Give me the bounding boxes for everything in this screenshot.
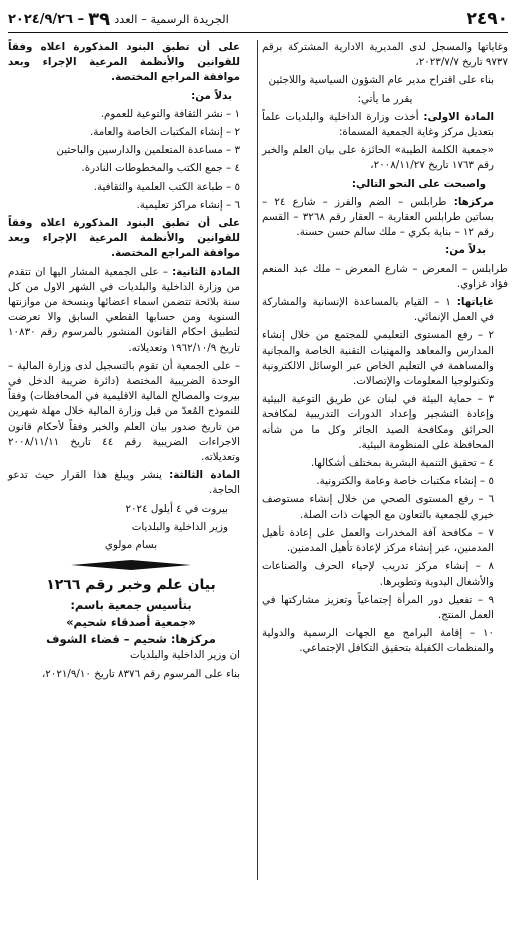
paragraph: على أن تطبق البنود المذكورة اعلاه وفقاً للقوانين والأنظمة المرعية الإجراء وبعد موافقة المراجع المختصة. (8, 41, 240, 84)
text: ١ – القيام بالمساعدة الإنسانية والمشاركة في العمل الإنمائي. (262, 296, 494, 324)
goals (262, 295, 508, 325)
list-item: ٣ – حماية البيئة في لبنان عن طريق التوعية البيئية وإعادة التشجير وإعداد الدورات التدريبية لمكافحة الحرائق ومكافحة الصيد الجائر وكل ما من شأنه المحافظة على المنظومة البيئية. (262, 393, 494, 451)
article-text: ينشر ويبلغ هذا القرار حيث تدعو الحاجة. (8, 469, 240, 497)
list-item: ٤ – تحقيق التنمية البشرية بمختلف أشكالها. (310, 457, 494, 470)
notice-line: مركزها: شحيم – قضاء الشوف (46, 632, 216, 647)
subheading: واصبحت على النحو التالي: (351, 177, 486, 190)
article-two (8, 265, 254, 356)
article-label: المادة الثالثة: (169, 469, 240, 482)
journal-name: الجريدة الرسمية – العدد (114, 12, 229, 26)
article-one (262, 110, 508, 140)
list-item: ٥ – إنشاء مكتبات خاصة وعامة والكترونية. (316, 475, 494, 488)
list-item: ١٠ – إقامة البرامج مع الجهات الرسمية والدولية والمنظمات الكفيلة بتحقيق التكافل الإجتماعي. (262, 627, 494, 655)
paragraph: بناء على المرسوم رقم ٨٣٧٦ تاريخ ٢٠٢١/٩/١٠، (41, 667, 240, 680)
subheading: بدلاً من: (191, 89, 232, 102)
article-text: أخذت وزارة الداخلية والبلديات علماً بتعديل مركز وغاية الجمعية المسماة: (262, 110, 494, 139)
column-left (8, 40, 254, 685)
label: مركزها: (453, 195, 495, 208)
issue-number: ٣٩ (88, 8, 111, 30)
paragraph: – على الجمعية أن تقوم بالتسجيل لدى وزارة المالية – الوحدة الضريبية المختصة (دائرة ضريبة الدخل في بيروت والمصالح المالية الاقليمية في المحافظات) وفقاً للنموذج المُعدّ من قبل وزارة المالية خلال مهلة شهرين من تاريخ صدور بيان العلم والخبر وفقاً لأحكام قانون الاجراءات الضريبية رقم ٤٤ تاريخ ٢٠٠٨/١١/١١ وتعديلاته. (8, 359, 240, 464)
list-item: ٦ – رفع المستوى الصحي من خلال إنشاء مستوصف خيري للجمعية بالتعاون مع الجهات ذات الصلة. (262, 493, 494, 521)
paragraph: على أن تطبق البنود المذكورة اعلاه وفقاً للقوانين والأنظمة المرعية الإجراء وبعد موافقة المراجع المختصة. (8, 217, 240, 260)
headquarters (262, 195, 508, 241)
page-header (8, 6, 508, 33)
list-item: ٧ – مكافحة آفة المخدرات والعمل على إعادة تأهيل المدمنين، عبر إنشاء مركز لإعادة تأهيل المدمنين. (262, 526, 494, 555)
article-label: المادة الثانية: (172, 265, 240, 278)
paragraph: طرابلس – المعرض – شارع المعرض – ملك عبد المنعم فؤاد غزاوي. (262, 262, 508, 290)
paragraph: بناء على اقتراح مدير عام الشؤون السياسية واللاجئين (268, 74, 494, 87)
list-item: ٤ – جمع الكتب والمخطوطات النادرة. (81, 162, 240, 175)
paragraph: يقرر ما يأتي: (357, 92, 413, 105)
association-name: «جمعية الكلمة الطيبة» الحائزة على بيان العلم والخبر رقم ١٧٦٣ تاريخ ٢٠٠٨/١١/٢٧، (262, 144, 494, 172)
signature-name: بسام مولوي (104, 539, 158, 552)
signature-place-date: بيروت في ٤ أيلول ٢٠٢٤ (125, 502, 228, 515)
notice-line: «جمعية أصدقاء شحيم» (66, 615, 196, 630)
label: غاياتها: (456, 296, 494, 309)
column-divider (257, 40, 258, 880)
journal-info (8, 9, 229, 30)
subheading: بدلاً من: (445, 244, 486, 257)
list-item: ٨ – إنشاء مركز تدريب لإحياء الحرف والصناعات والأشغال اليدوية وتطويرها. (262, 560, 494, 588)
list-item: ٥ – طباعة الكتب العلمية والثقافية. (93, 180, 240, 193)
page-number: ٢٤٩٠ (466, 9, 508, 29)
list-item: ٩ – تفعيل دور المرأة إجتماعياً وتعزيز مشاركتها في العمل المنتج. (262, 593, 494, 621)
list-item: ١ – نشر الثقافة والتوعية للعموم. (100, 107, 240, 120)
column-right (262, 40, 508, 660)
text: طرابلس – الضم والفرز – شارع ٢٤ – بساتين طرابلس العقارية – العقار رقم ٣٢٦٨ – القسم رقم ١٢ – بناية بكري – ملك سالم حسن حسنة. (262, 195, 494, 239)
notice-title: بيان علم وخبر رقم ١٢٦٦ (46, 577, 216, 594)
issue-date: – ٢٠٢٤/٩/٢٦ (8, 11, 85, 27)
ornament-divider (71, 559, 191, 571)
article-label: المادة الاولى: (423, 110, 494, 123)
signature-title: وزير الداخلية والبلديات (131, 520, 228, 533)
article-three (8, 468, 254, 498)
paragraph: وغاياتها والمسجل لدى المديرية الادارية المشتركة برقم ٩٧٣٧ تاريخ ٢٠٢٣/٧/٧، (262, 41, 508, 69)
list-item: ٣ – مساعدة المتعلمين والدارسين والباحثين (56, 144, 240, 157)
notice-line: بتأسيس جمعية باسم: (70, 598, 192, 613)
list-item: ٢ – إنشاء المكتبات الخاصة والعامة. (89, 126, 240, 139)
list-item: ٦ – إنشاء مراكز تعليمية. (136, 198, 240, 211)
article-text: – على الجمعية المشار اليها ان تتقدم من وزارة الداخلية والبلديات في الشهر الاول من كل سنة بلائحة تتضمن اسماء اعضائها وبنسخة من موازنتها السنوية ومن حسابها القطعي السابق والا تعرضت لتطبيق احكام القانون المنشور بالمرسوم رقم ١٠٨٣٠ تاريخ ١٩٦٢/١٠/٩ وتعديلاته. (8, 265, 240, 354)
list-item: ٢ – رفع المستوى التعليمي للمجتمع من خلال إنشاء المدارس والمعاهد والمهنيات التقنية الخاصة والمجانية والمساهمة في التعليم الخاص عبر الوسائل الالكترونية وتكنولوجيا المعلومات والإتصالات. (262, 329, 494, 388)
paragraph: ان وزير الداخلية والبلديات (130, 649, 240, 662)
